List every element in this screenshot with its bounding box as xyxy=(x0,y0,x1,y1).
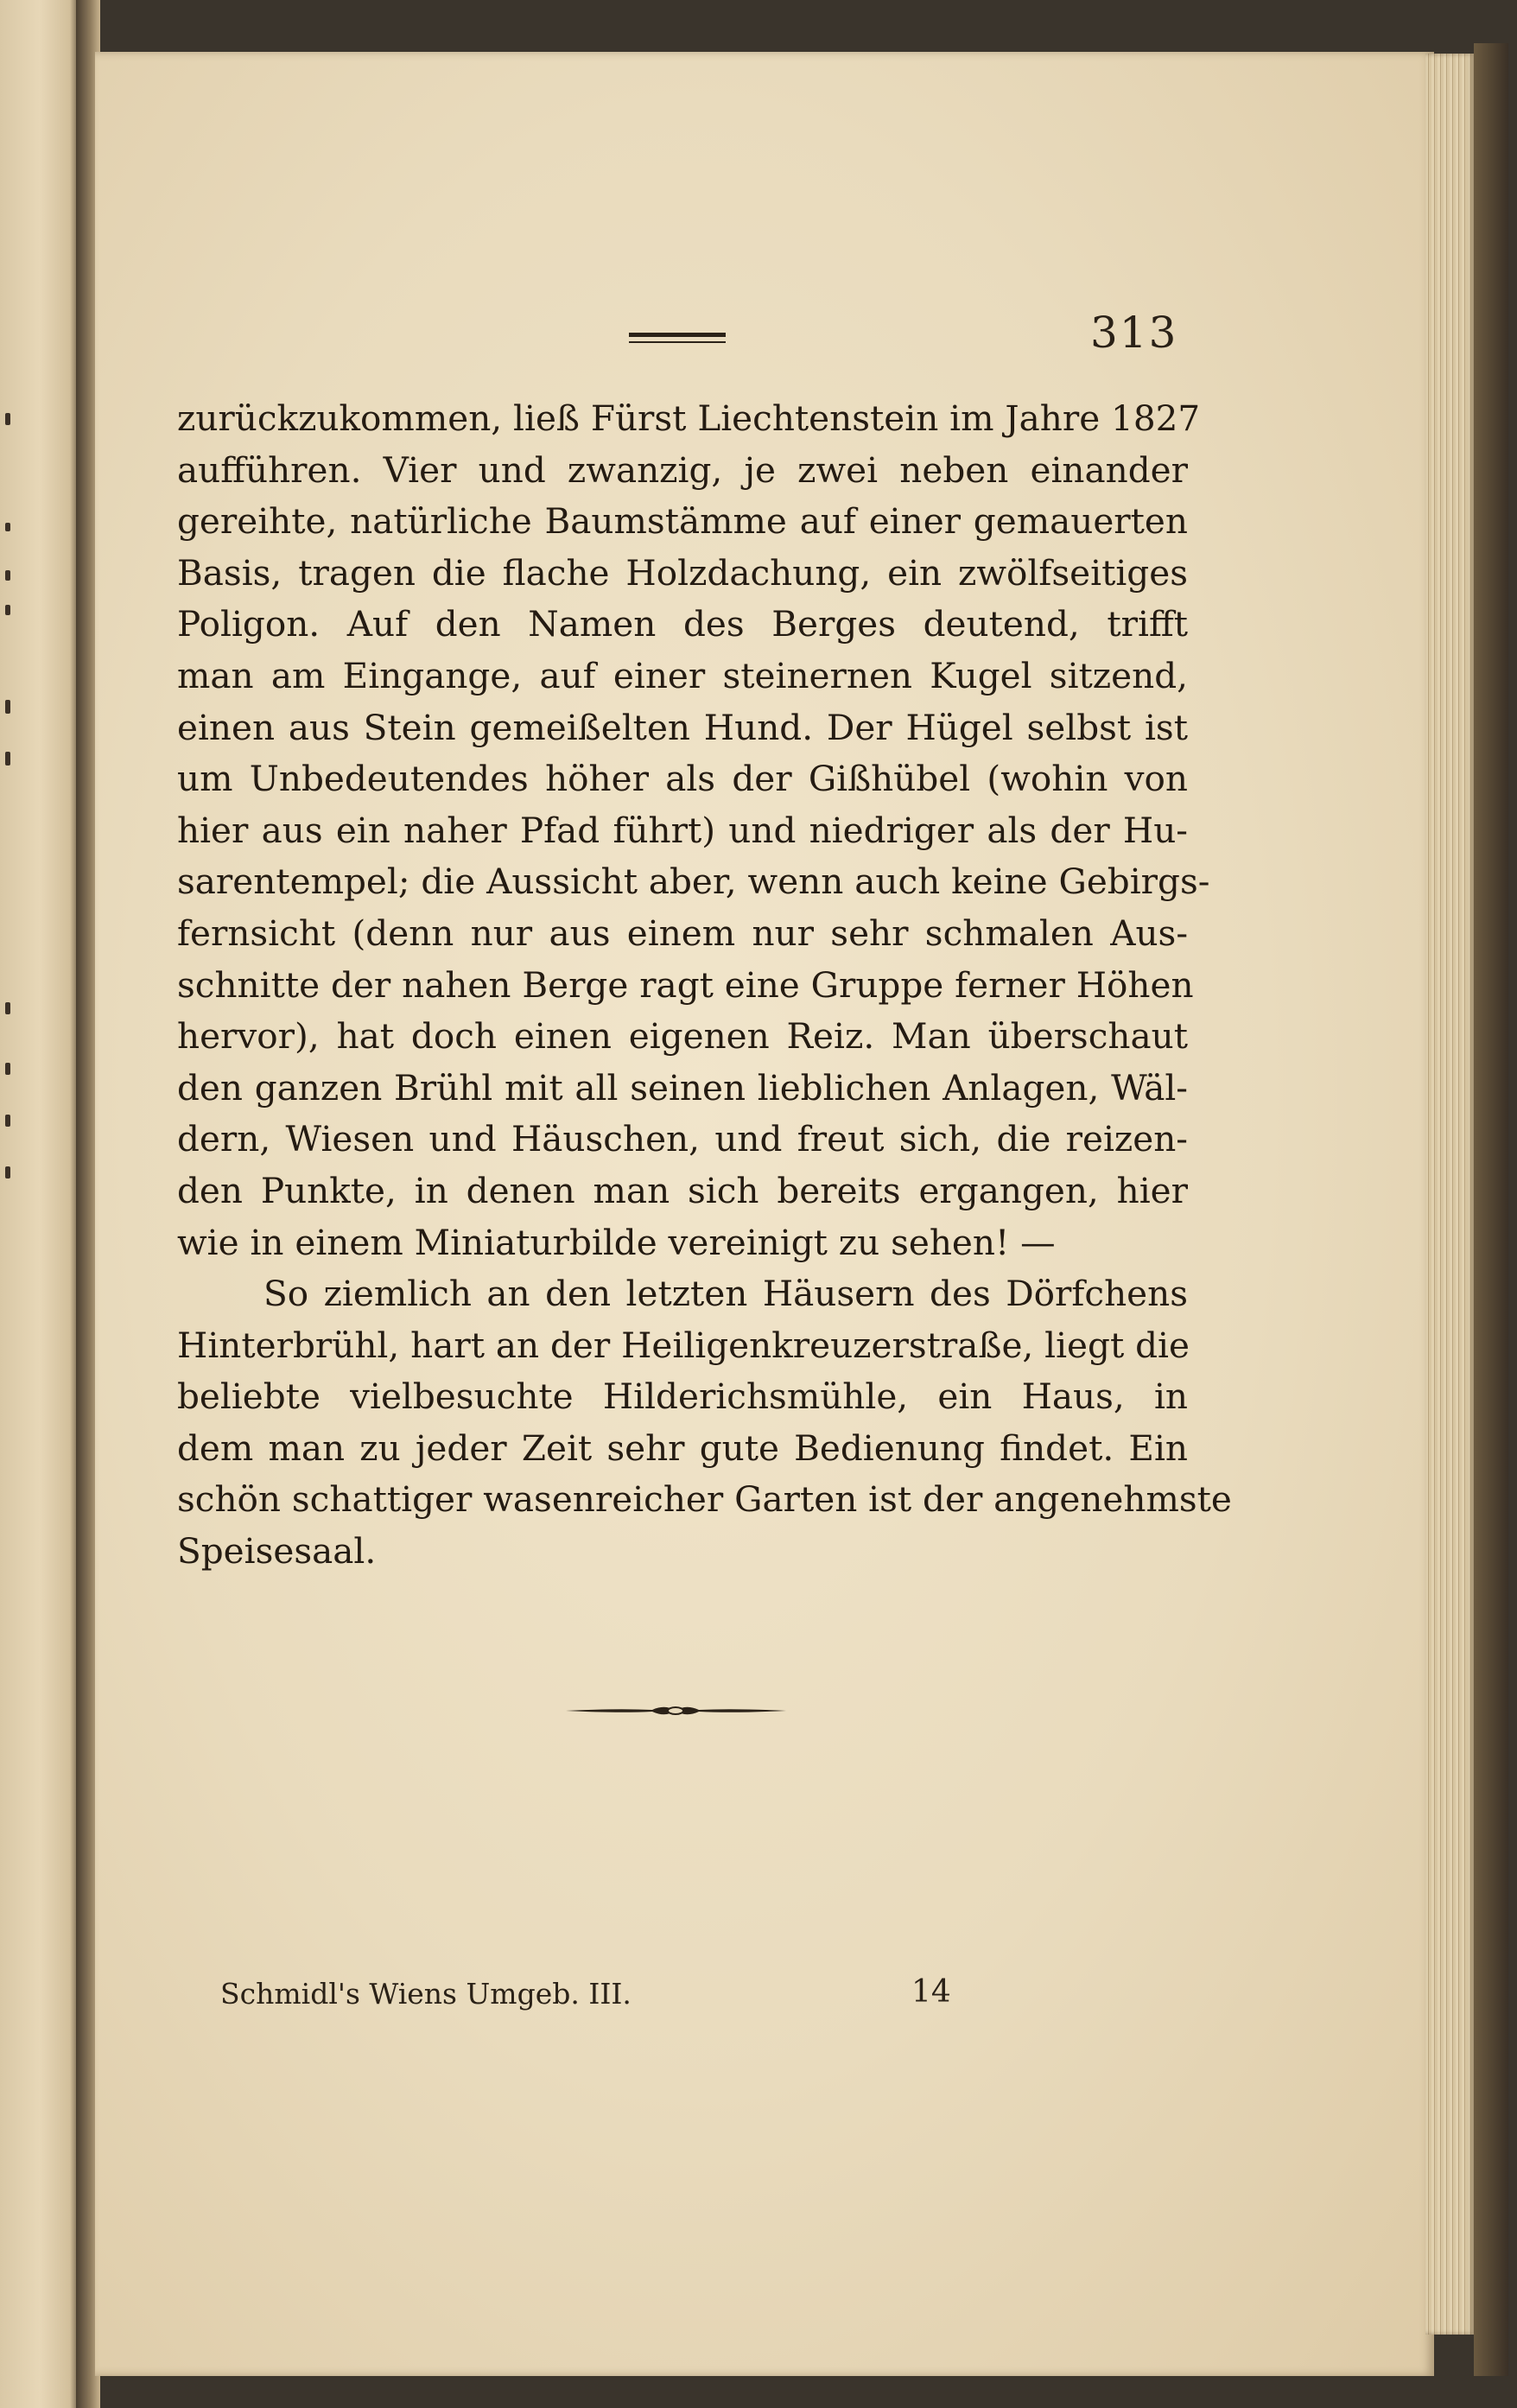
text-line: dern, Wiesen und Häuschen, und freut sich, die reizen- xyxy=(177,1118,1188,1160)
text-line: wie in einem Miniaturbilde vereinigt zu sehen! — xyxy=(177,1221,1056,1263)
text-line: hervor), hat doch einen eigenen Reiz. Man überschaut xyxy=(177,1015,1188,1058)
text-line: Poligon. Auf den Namen des Berges deutend, trifft xyxy=(177,603,1188,645)
page-number: 313 xyxy=(1090,308,1178,358)
left-page-ink-mark xyxy=(5,1063,10,1075)
text-line: beliebte vielbesuchte Hilderichsmühle, ein Haus, in xyxy=(177,1376,1188,1418)
text-line: hier aus ein naher Pfad führt) und niedriger als der Hu- xyxy=(177,809,1188,851)
sheet-number: 14 xyxy=(911,1974,951,2010)
left-page-ink-mark xyxy=(5,752,10,766)
decorative-tailpiece xyxy=(566,1700,786,1721)
left-page-ink-mark xyxy=(5,1002,10,1014)
text-line: Speisesaal. xyxy=(177,1530,377,1573)
text-line: So ziemlich an den letzten Häusern des Dörfchens xyxy=(263,1273,1188,1315)
text-line: schnitte der nahen Berge ragt eine Gruppe ferner Höhen xyxy=(177,963,1194,1006)
signature-mark: Schmidl's Wiens Umgeb. III. xyxy=(220,1977,632,2011)
text-line: Basis, tragen die flache Holzdachung, ein zwölfseitiges xyxy=(177,551,1188,594)
text-line: schön schattiger wasenreicher Garten ist der angenehmste xyxy=(177,1478,1232,1521)
left-page-ink-mark xyxy=(5,1115,10,1127)
body-text xyxy=(177,393,1232,1578)
text-line: fernsicht (denn nur aus einem nur sehr schmalen Aus- xyxy=(177,912,1188,954)
page-edges xyxy=(1425,54,1474,2335)
left-page-ink-mark xyxy=(5,605,10,615)
left-page-ink-mark xyxy=(5,413,10,425)
left-page-ink-mark xyxy=(5,700,10,714)
text-line: den ganzen Brühl mit all seinen lieblichen Anlagen, Wäl- xyxy=(177,1066,1188,1109)
text-line: man am Eingange, auf einer steinernen Kugel sitzend, xyxy=(177,654,1188,696)
text-line: zurückzukommen, ließ Fürst Liechtenstein im Jahre 1827 xyxy=(177,397,1201,439)
left-page-ink-mark xyxy=(5,1166,10,1179)
left-facing-page xyxy=(0,0,79,2408)
text-line: gereihte, natürliche Baumstämme auf einer gemauerten xyxy=(177,500,1188,543)
left-page-ink-mark xyxy=(5,570,10,581)
header-rule xyxy=(629,333,726,343)
text-line: aufführen. Vier und zwanzig, je zwei neben einander xyxy=(177,448,1188,491)
text-line: den Punkte, in denen man sich bereits ergangen, hier xyxy=(177,1169,1188,1211)
text-line: um Unbedeutendes höher als der Gißhübel (wohin von xyxy=(177,758,1188,800)
text-line: einen aus Stein gemeißelten Hund. Der Hügel selbst ist xyxy=(177,706,1188,748)
text-line: dem man zu jeder Zeit sehr gute Bedienung findet. Ein xyxy=(177,1426,1188,1469)
left-page-ink-mark xyxy=(5,523,10,531)
text-line: sarentempel; die Aussicht aber, wenn auch keine Gebirgs- xyxy=(177,861,1210,903)
book-cover-edge xyxy=(1474,43,1508,2376)
text-line: Hinterbrühl, hart an der Heiligenkreuzerstraße, liegt die xyxy=(177,1324,1190,1366)
